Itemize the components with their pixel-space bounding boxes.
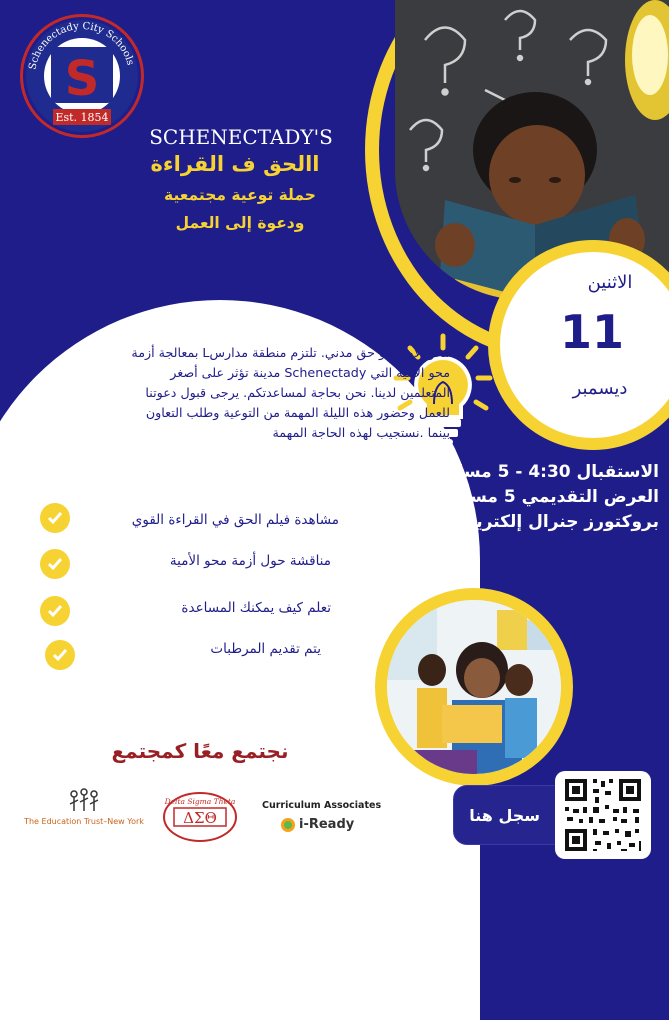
presentation-time: العرض التقديمي 5 مساء <box>455 487 659 507</box>
campaign-subtitle: حملة توعية مجتمعية <box>164 186 316 204</box>
dst-name: Delta Sigma Theta <box>164 797 236 806</box>
photo-woman-reading-to-children <box>375 588 573 786</box>
reception-time: الاستقبال 4:30 - 5 مساء <box>448 462 659 482</box>
bullet-item: مناقشة حول أزمة محو الأمية <box>169 553 331 569</box>
dst-letters: ΔΣΘ <box>183 809 217 827</box>
delta-sigma-theta-logo <box>160 786 240 844</box>
qr-code[interactable] <box>555 771 651 859</box>
date-number: 11 <box>560 305 625 359</box>
arabic-title: االحق ف القراءة <box>150 152 320 176</box>
intro-paragraph: محو الأمية هو حق مدني. تلتزم منطقة مدارسL بمعالجة أزمة محو الأمية التي Schenectady مدينة تؤثر على أصغر المتعلمين لدينا. نحن بحاجة لمساعدتكم. يرجى قبول دعوتنا للعمل وحضور هذه الليلة المهمة من التوعية وطلب التعاون بينما .نستجيب لهذه الحاجة المهمة <box>131 345 450 440</box>
register-button[interactable]: سجل هنا <box>453 785 581 845</box>
education-trust-logo <box>22 786 147 834</box>
event-venue: بروكتورز جنرال إلكتريك ثياتر <box>417 512 659 532</box>
call-to-action-subtitle: ودعوة إلى العمل <box>175 214 305 232</box>
date-month: ديسمبر <box>572 378 628 399</box>
bullet-item: يتم تقديم المرطبات <box>210 641 321 657</box>
schenectady-schools-logo <box>20 14 144 138</box>
check-icon <box>45 640 75 670</box>
check-icon <box>40 549 70 579</box>
bullet-item: تعلم كيف يمكنك المساعدة <box>181 600 331 616</box>
date-weekday: الاثنين <box>587 272 633 293</box>
logo-letter: S <box>64 51 100 107</box>
bullet-item: مشاهدة فيلم الحق في القراءة القوي <box>131 512 339 528</box>
together-slogan: نجتمع معًا كمجتمع <box>111 739 289 763</box>
curriculum-associates-text: Curriculum Associates <box>262 800 382 811</box>
edtrust-text: The Education Trust–New York <box>24 817 144 826</box>
curriculum-associates-logo <box>262 800 382 840</box>
iready-icon <box>280 817 296 833</box>
check-icon <box>40 503 70 533</box>
logo-est: Est. 1854 <box>55 111 109 124</box>
iready-text: i-Ready <box>299 817 355 832</box>
check-icon <box>40 596 70 626</box>
logo-ring-text: Schenectady City Schools <box>27 20 136 71</box>
english-title: SCHENECTADY'S <box>149 125 333 149</box>
